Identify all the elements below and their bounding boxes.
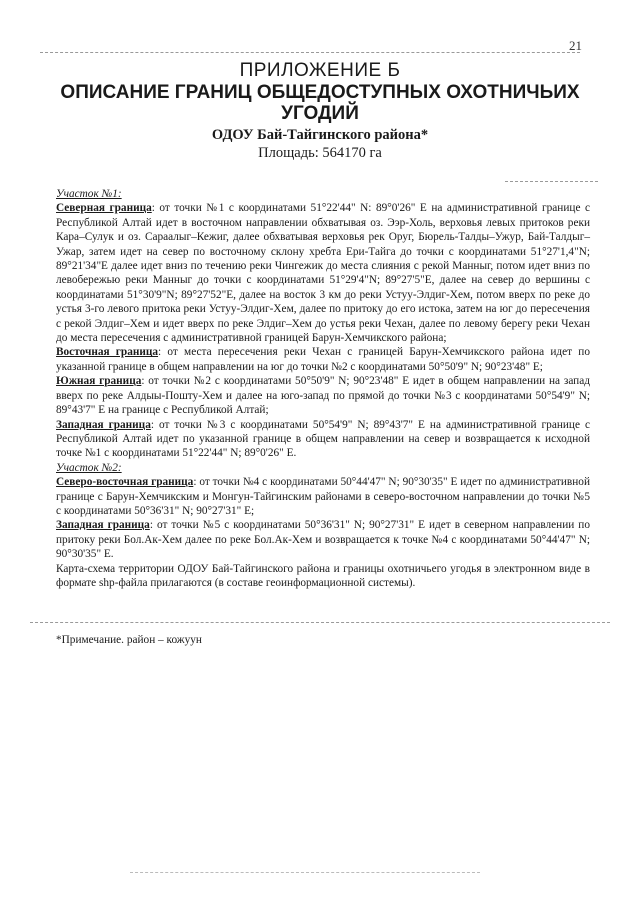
section-title: Участок №2: xyxy=(56,461,122,474)
section-title: Участок №1: xyxy=(56,188,122,200)
header-divider xyxy=(505,181,598,182)
appendix-heading: ПРИЛОЖЕНИЕ Б xyxy=(239,60,401,81)
bottom-divider xyxy=(130,872,480,873)
footnote-divider xyxy=(30,622,610,623)
boundary-text: : от точки №5 с координатами 50°36'31" N; 90°27'31" E идет в северном направлении по притоку реки Бол.Ак-Хем далее по реке Бол.Ак-Хем и возвращается к точке №4 с координатами 50°44'47" N; 90°30'35" E. xyxy=(56,519,590,561)
top-divider xyxy=(40,52,580,53)
boundary-description xyxy=(56,187,590,590)
boundary-label: Южная граница xyxy=(56,375,142,388)
footnote: *Примечание. район – кожуун xyxy=(56,634,202,646)
boundary-label: Северная граница xyxy=(56,202,152,215)
boundary-paragraph xyxy=(56,374,590,417)
boundary-text: : от точки №4 с координатами 50°44'47" N; 90°30'35" E идет по административной границе с Барун-Хемчикским и Монгун-Тайгинским районами в северо-восточном направлении до точки №5 с координатами 50°36'31" N; 90°27'31" E; xyxy=(56,476,590,517)
boundary-label: Северо-восточная граница xyxy=(56,476,194,489)
boundary-text: : от точки №3 с координатами 50°54'9" N; 89°43'7" E на административной границе с Республикой Алтай идет по указанной границе в общем направлении на север и возвращается к исходной точке №1 с координатами 51°22'44" N; 89°0'26" E. xyxy=(56,418,590,460)
boundary-text: : от места пересечения реки Чехан с границей Барун-Хемчикского района идет по указанной границе в общем направлении на юг до точки №2 с координатами 50°50'9" N; 90°23'48" E; xyxy=(56,346,590,373)
boundary-label: Восточная граница xyxy=(56,346,159,359)
boundary-paragraph xyxy=(56,345,590,374)
org-subtitle: ОДОУ Бай-Тайгинского района* xyxy=(211,127,429,143)
boundary-label: Западная граница xyxy=(56,519,150,532)
boundary-paragraph xyxy=(56,418,590,461)
boundary-text: : от точки №2 с координатами 50°50'9" N; 90°23'48" E идет в общем направлении на запад вверх по реке Алдыы-Пошту-Хем и далее на юго-запад по прямой до точки №3 с координатами 50°54'9" N; 89°43'7" E на границе с Республикой Алтай; xyxy=(56,375,590,417)
boundary-paragraph xyxy=(56,518,590,561)
boundary-text: : от точки №1 с координатами 51°22'44" N: 89°0'26" E на административной границе с Республикой Алтай идет в восточном направлении обхватывая оз. Ээр-Холь, верховья левых притоков реки Кара–Сулук и оз. Сараалыг–Кежиг, далее обхватывая верховья рек Оруг, Бюрель-Талды–Ужур, Бай-Талдыг–Ужар, затем идет на север по восточному склону хребта Ери-Тайга до точки с координатами 51°27'1,4"N; 89°21'34"E далее идет вниз по течению реки Чингежик до места слияния с рекой Манныг, потом идет вниз по левобережью реки Манныг до точки с координатами 51°29'4"N; 89°27'5"E, далее на север до вершины с координатами 51°30'9"N; 89°27'52"E, далее на восток 3 км до реки Устуу-Элдиг-Хем, потом вверх по реке до устья 3-го левого притока реки Устуу-Элдиг-Хем, далее по притоку до его истока, затем на юг до пересечения с рекой Элдиг–Хем и идет вверх по реке Элдиг–Хем до устья реки Чехан, далее по левому берегу реки Чехан до места пересечения с административной границей Барун-Хемчикского района; xyxy=(56,202,590,345)
map-note: Карта-схема территории ОДОУ Бай-Тайгинского района и границы охотничьего угодья в электронном виде в формате shp-файла прилагаются (в составе геоинформационной системы). xyxy=(56,562,590,589)
document-title: ОПИСАНИЕ ГРАНИЦ ОБЩЕДОСТУПНЫХ ОХОТНИЧЬИХ УГОДИЙ xyxy=(60,82,580,124)
area-line: Площадь: 564170 га xyxy=(258,145,382,161)
boundary-label: Западная граница xyxy=(56,418,151,431)
page-number: 21 xyxy=(569,38,582,53)
boundary-paragraph xyxy=(56,475,590,518)
boundary-paragraph xyxy=(56,201,590,345)
